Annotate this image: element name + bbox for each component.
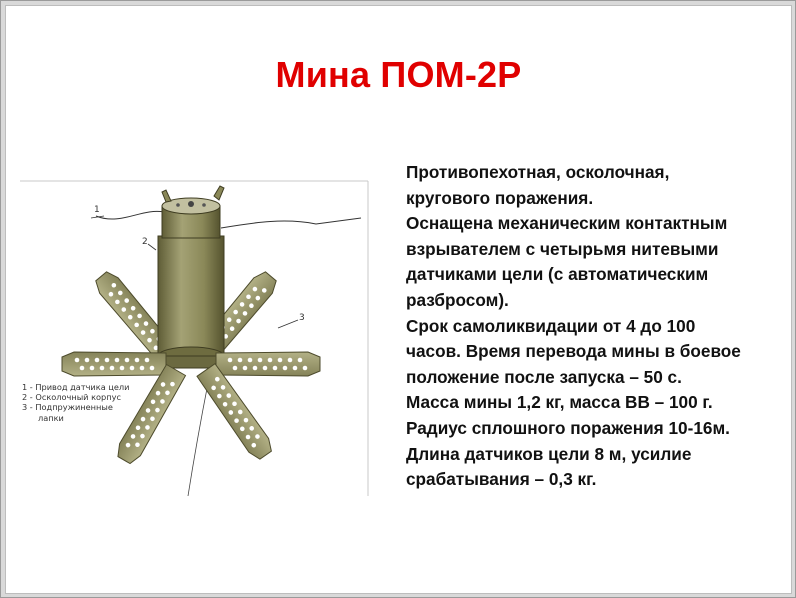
legend-item: 2 - Осколочный корпус bbox=[22, 392, 121, 403]
callout-1: 1 bbox=[94, 205, 100, 215]
description-line: разбросом). bbox=[406, 289, 509, 310]
slide bbox=[6, 6, 791, 593]
description-line: срабатывания – 0,3 кг. bbox=[406, 469, 597, 490]
spring-leg bbox=[216, 352, 320, 376]
description-line: Срок самоликвидации от 4 до 100 bbox=[406, 315, 696, 336]
description-line: Длина датчиков цели 8 м, усилие bbox=[406, 443, 692, 464]
legend-item: лапки bbox=[38, 412, 64, 423]
tripwire-cable bbox=[96, 211, 164, 219]
mine-body bbox=[158, 186, 224, 368]
spring-leg bbox=[196, 363, 275, 462]
description-line: Масса мины 1,2 кг, масса ВВ – 100 г. bbox=[406, 392, 713, 413]
spring-leg bbox=[62, 352, 166, 376]
description-text bbox=[406, 160, 786, 493]
description-line: часов. Время перевода мины в боевое bbox=[406, 341, 741, 362]
callout-2: 2 bbox=[142, 237, 148, 247]
description-line: датчиками цели (с автоматическим bbox=[406, 264, 709, 285]
description-line: взрывателем с четырьмя нитевыми bbox=[406, 238, 719, 259]
callout-3: 3 bbox=[299, 313, 305, 323]
diagram-legend bbox=[22, 382, 132, 423]
description-line: кругового поражения. bbox=[406, 187, 594, 208]
description-line: положение после запуска – 50 с. bbox=[406, 366, 682, 387]
description-line: Радиус сплошного поражения 10-16м. bbox=[406, 417, 730, 438]
mine-illustration bbox=[16, 178, 371, 498]
slide-title: Мина ПОМ-2Р bbox=[275, 54, 522, 95]
tripwire-cable bbox=[221, 218, 361, 228]
description-line: Противопехотная, осколочная, bbox=[406, 162, 670, 182]
legend-item: 3 - Подпружиненные bbox=[22, 402, 113, 413]
legend-item: 1 - Привод датчика цели bbox=[22, 382, 130, 392]
description-line: Оснащена механическим контактным bbox=[406, 213, 728, 234]
